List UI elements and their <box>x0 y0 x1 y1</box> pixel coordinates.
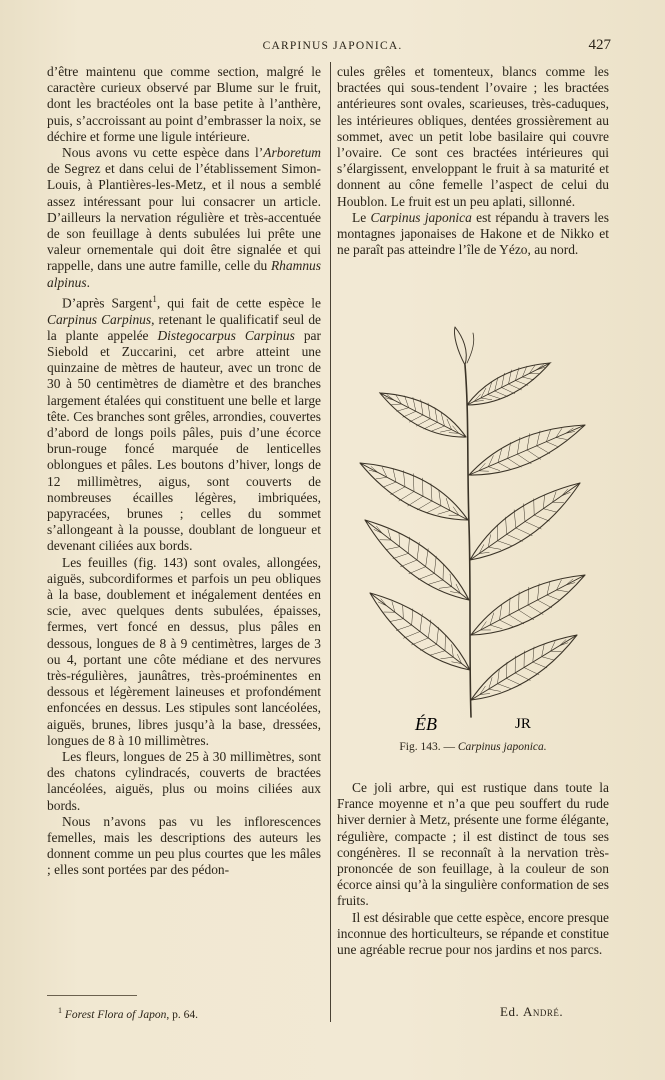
bud-scale <box>467 333 474 363</box>
leaf-vein <box>391 404 401 405</box>
leaf-vein <box>427 506 441 513</box>
paragraph: Le Carpinus japonica est répandu à travers les montagnes japonaises de Hakone et de Nikko et ne paraît pas atteindre l’île de Yézo, au nord. <box>337 209 609 258</box>
leaf-vein <box>441 657 454 659</box>
leaf-vein <box>403 605 404 619</box>
leaf-vein <box>403 411 416 417</box>
paragraph: D’après Sargent$^1$, qui fait de cette espèce le Carpinus Carpinus, retenant le qualificatif seul de la plante appelée Distegocarpus Carpinus par Siebold et Zuccarini, cet arbre atteint une quinzaine de mètres de hauteur, avec un tronc de 30 à 50 centimètres de diamètre et des branches largement étalées qui constituent une belle et large tête. Ces branches sont grêles, arrondies, couvertes d’abord de longs poils pâles, puis d’une écorce brun-rouge foncé marquée de lenticelles oblongues et pâles. Les boutons d’hiver, longs de 12 millimètres, aigus, sont couverts de nombreuses écailles légères, imbriquées, papyracées, brunes ; celles du sommet s’allongeant à la pousse, doublant de longueur et devenant ciliées aux bords. <box>47 293 322 554</box>
leaf-vein <box>399 492 414 501</box>
leaf-vein <box>509 615 524 624</box>
leaf-vein <box>488 395 500 399</box>
leaf-vein <box>519 610 534 620</box>
footnote-rule <box>47 995 137 996</box>
leaf-vein <box>537 446 550 454</box>
leaf-vein <box>517 454 531 464</box>
leaf-vein <box>409 567 426 574</box>
leaf-vein <box>498 541 513 546</box>
leaf-vein <box>390 619 404 622</box>
leaf-vein <box>421 644 437 650</box>
leaf-vein <box>393 553 408 558</box>
leaf-vein <box>437 627 439 644</box>
leaf-vein <box>417 501 432 510</box>
stem <box>465 365 471 717</box>
leaf-vein <box>509 598 510 615</box>
leaf-vein <box>533 662 547 668</box>
bud <box>454 327 466 365</box>
leaf-vein <box>507 534 523 541</box>
leaf-vein <box>438 511 450 515</box>
leaf-vein <box>383 482 396 487</box>
leaf-vein <box>509 384 522 390</box>
leaf-vein <box>481 398 492 400</box>
leaf-vein <box>515 673 530 681</box>
leaf-vein <box>527 450 541 459</box>
footnote: $^1$ Forest Flora of Japon, p. 64. <box>58 1006 198 1021</box>
leaf-vein <box>538 600 552 608</box>
leaf-vein <box>412 609 413 625</box>
leaf-vein <box>420 614 422 632</box>
leaf-vein <box>391 487 405 495</box>
leaf-vein <box>403 632 420 639</box>
leaf-vein <box>424 422 438 429</box>
leaf-vein <box>528 605 543 614</box>
engraver-monogram-right: JR <box>515 716 531 732</box>
leaf-vein <box>524 668 539 675</box>
leaf-vein <box>489 689 501 691</box>
left-column <box>47 64 321 879</box>
leaf-vein <box>450 574 452 587</box>
carpinus-branch-illustration <box>345 325 615 735</box>
right-column-top <box>337 64 609 258</box>
leaf-vein <box>514 510 516 528</box>
leaf-vein <box>546 442 558 447</box>
column-divider <box>330 62 331 1022</box>
leaf-vein <box>399 533 400 547</box>
leaf-vein <box>490 625 502 629</box>
page-header <box>40 38 625 56</box>
leaf-vein <box>556 438 567 440</box>
leaf-vein <box>452 645 454 658</box>
running-title: CARPINUS JAPONICA. <box>262 40 403 52</box>
leaf-vein <box>417 542 419 560</box>
leaf-vein <box>376 477 387 479</box>
leaf-vein <box>500 605 502 620</box>
leaf-vein <box>506 678 521 685</box>
leaf-vein <box>416 419 430 426</box>
leaf-vein <box>542 657 555 661</box>
leaf-vein <box>547 581 550 595</box>
leaf-vein <box>525 522 541 529</box>
leaf-vein <box>495 391 508 397</box>
leaf-vein <box>502 388 515 394</box>
leaf-vein <box>522 377 534 380</box>
leaf-vein <box>408 537 409 553</box>
leaf-vein <box>506 662 507 678</box>
leaf-vein <box>428 620 431 638</box>
paragraph: Les feuilles (fig. 143) sont ovales, allongées, aiguës, subcordiformes et parfois un peu obliques à la base, doublement et inégalement dentées en scie, avec quelques dents subulées, épaisses, fermes, vert foncé en dessus, plus pâles en dessous, longues de 8 à 9 centimètres, larges de 3 ou 4, portant une côte médiane et des nervures très-régulières, jaunâtres, très-proéminentes en dessous et légèrement laineuses et profondément enfoncées en dessus. Les stipules sont lancéolées, aiguës, brunes, libres jusqu’à la base, dressées, longues de 8 à 10 millimètres. <box>47 554 321 748</box>
leaf-vein <box>428 580 443 584</box>
paragraph: Les fleurs, longues de 25 à 30 millimètres, sont des chatons cylindracés, couverts de bractées lancéolées, aiguës, plus ou moins ciliées aux bords. <box>47 749 321 813</box>
figure-caption: Fig. 143. — Carpinus japonica. <box>399 741 547 753</box>
leaf-vein <box>547 595 560 600</box>
paragraph: Nous n’avons pas vu les inflorescences femelles, mais les descriptions des auteurs les donnent comme un peu plus courtes que les mâles ; elles sont portées par des pédon- <box>47 813 321 878</box>
author-signature: Ed. André. <box>500 1004 564 1019</box>
leaf-vein <box>524 504 525 522</box>
leaf-vein <box>430 651 445 655</box>
leaf-vein <box>400 560 417 567</box>
footnote-marker: 1 <box>152 293 157 304</box>
leaf-vein <box>534 515 549 521</box>
leaf-vein <box>431 484 432 501</box>
leaf-vein <box>396 625 411 630</box>
page-number: 427 <box>588 37 611 53</box>
leaf-vein <box>488 547 501 549</box>
leaf-vein <box>508 458 522 467</box>
leaf-vein <box>403 471 405 487</box>
right-column-bottom <box>337 780 609 958</box>
leaf-vein <box>439 491 441 506</box>
leaf-vein <box>516 528 532 536</box>
leaf-vein <box>418 573 434 579</box>
leaf-vein <box>386 547 400 550</box>
leaf-vein <box>439 587 452 589</box>
leaf-vein <box>412 638 429 645</box>
leaf-vein <box>393 468 396 482</box>
leaf-vein <box>498 684 512 689</box>
paragraph: cules grêles et tomenteux, blancs comme les bractées qui sous-tendent l’ovaire ; les bractées antérieures sont ovales, scarieuses, très-caduques, les intérieures obliques, dentées grossièrement au sommet, avec un petit lobe basilaire qui couvre l’ovaire. Ce sont ces bractées intérieures qui s’élargissent, enveloppant le fruit à sa maturité et donnent au cône femelle l’aspect de celui du Houblon. Le fruit est un peu aplati, sillonné. <box>337 64 609 209</box>
leaf-vein <box>408 496 423 506</box>
figure-143 <box>345 325 615 755</box>
paragraph: d’être maintenu que comme section, malgré le caractère curieux observé par Blume sur le fruit, dont les bractéoles ont la base petite à l’anthère, puis, s’accroissant au point d’embrasser la noix, se déchire et forme une ligule intérieure. <box>47 64 321 144</box>
leaf-vein <box>397 408 409 412</box>
leaf-vein <box>542 644 545 657</box>
leaf-vein <box>538 584 540 600</box>
leaf-vein <box>488 467 499 471</box>
leaf-vein <box>440 430 451 432</box>
leaf-vein <box>543 495 544 509</box>
leaf-vein <box>426 549 429 567</box>
leaf-vein <box>557 590 568 592</box>
leaf-vein <box>498 669 500 683</box>
leaf-vein <box>434 556 436 573</box>
artist-monogram-left: ÉB <box>415 714 437 734</box>
paragraph: Il est désirable que cette espèce, encore presque inconnue des horticulteurs, se répande et constitue une agréable recrue pour nos jardins et nos parcs. <box>337 909 609 958</box>
paragraph: Ce joli arbre, qui est rustique dans toute la France moyenne et n’a que peu souffert du rude hiver dernier à Metz, présente une forme élégante, régulière, compacte ; il est distinct de tous ses congénères. Il se reconnaît à la nervation très-prononcée de son feuillage, à la couleur de son écorce ainsi qu’à la singulière conformation de ses fruits. <box>337 780 610 909</box>
leaf-vein <box>498 463 511 470</box>
paragraph: Nous avons vu cette espèce dans l’Arboretum de Segrez et dans celui de l’établissement Simon-Louis, à Plantières-les-Metz, et il nous a semblé assez intéressant pour lui consacrer un article. D’ailleurs la nervation régulière et très-accentuée de son feuillage à dents subulées lui prête une valeur ornementale qui doit être signalée et qui rappelle, dans une autre famille, celle du Rhamnus alpinus. <box>47 145 321 290</box>
leaf-vein <box>515 381 528 386</box>
leaf-vein <box>432 426 445 431</box>
leaf-vein <box>500 620 514 627</box>
leaf-vein <box>543 509 556 513</box>
leaf-vein <box>488 535 490 548</box>
leaf-vein <box>409 415 423 422</box>
leaf-vein <box>506 517 507 534</box>
